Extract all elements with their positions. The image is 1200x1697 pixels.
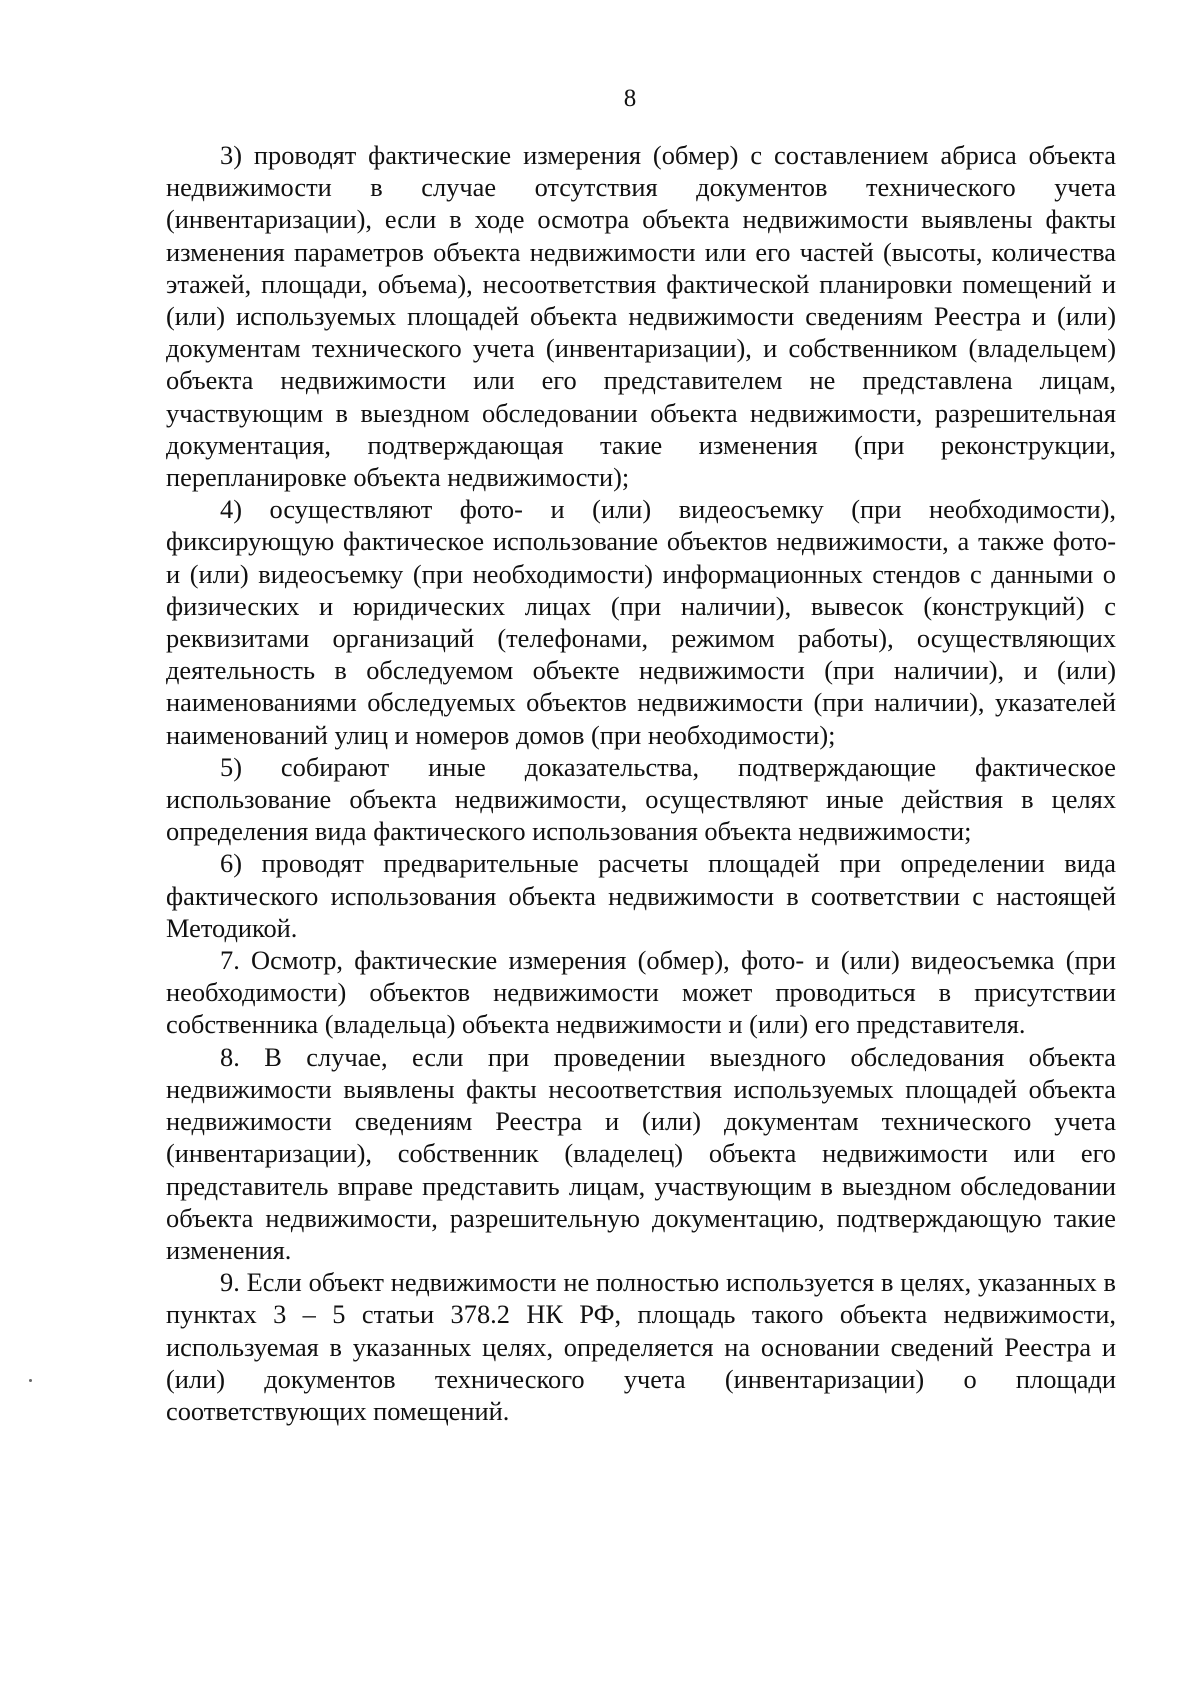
- document-body: [166, 139, 1116, 1427]
- page-number: 8: [623, 85, 637, 112]
- paragraph-8: 8. В случае, если при проведении выездного обследования объекта недвижимости выявлены факты несоответствия используемых площадей объекта недвижимости сведениям Реестра и (или) документам технического учета (инвентаризации), собственник (владелец) объекта недвижимости или его представитель вправе представить лицам, участвующим в выездном обследовании объекта недвижимости, разрешительную документацию, подтверждающую такие изменения.: [166, 1041, 1116, 1265]
- paragraph-9: 9. Если объект недвижимости не полностью используется в целях, указанных в пунктах 3 – 5 статьи 378.2 НК РФ, площадь такого объекта недвижимости, используемая в указанных целях, определяется на основании сведений Реестра и (или) документов технического учета (инвентаризации) о площади соответствующих помещений.: [166, 1267, 1116, 1426]
- paragraph-item-3: 3) проводят фактические измерения (обмер) с составлением абриса объекта недвижимости в случае отсутствия документов технического учета (инвентаризации), если в ходе осмотра объекта недвижимости выявлены факты изменения параметров объекта недвижимости или его частей (высоты, количества этажей, площади, объема), несоответствия фактической планировки помещений и (или) используемых площадей объекта недвижимости сведениям Реестра и (или) документам технического учета (инвентаризации), и собственником (владельцем) объекта недвижимости или его представителем не представлена лицам, участвующим в выездном обследовании объекта недвижимости, разрешительная документация, подтверждающая такие изменения (при реконструкции, перепланировке объекта недвижимости);: [166, 140, 1116, 493]
- paragraph-item-6: 6) проводят предварительные расчеты площадей при определении вида фактического использования объекта недвижимости в соответствии с настоящей Методикой.: [166, 848, 1116, 943]
- scan-speck: [29, 1379, 32, 1382]
- paragraph-7: 7. Осмотр, фактические измерения (обмер), фото- и (или) видеосъемка (при необходимости) объектов недвижимости может проводиться в присутствии собственника (владельца) объекта недвижимости и (или) его представителя.: [166, 945, 1116, 1040]
- paragraph-item-5: 5) собирают иные доказательства, подтверждающие фактическое использование объекта недвижимости, осуществляют иные действия в целях определения вида фактического использования объекта недвижимости;: [166, 751, 1116, 847]
- paragraph-item-4: 4) осуществляют фото- и (или) видеосъемку (при необходимости), фиксирующую фактическое использование объектов недвижимости, а также фото- и (или) видеосъемку (при необходимости) информационных стендов с данными о физических и юридических лицах (при наличии), вывесок (конструкций) с реквизитами организаций (телефонами, режимом работы), осуществляющих деятельность в обследуемом объекте недвижимости (при наличии), и (или) наименованиями обследуемых объектов недвижимости (при наличии), указателей наименований улиц и номеров домов (при необходимости);: [166, 494, 1116, 750]
